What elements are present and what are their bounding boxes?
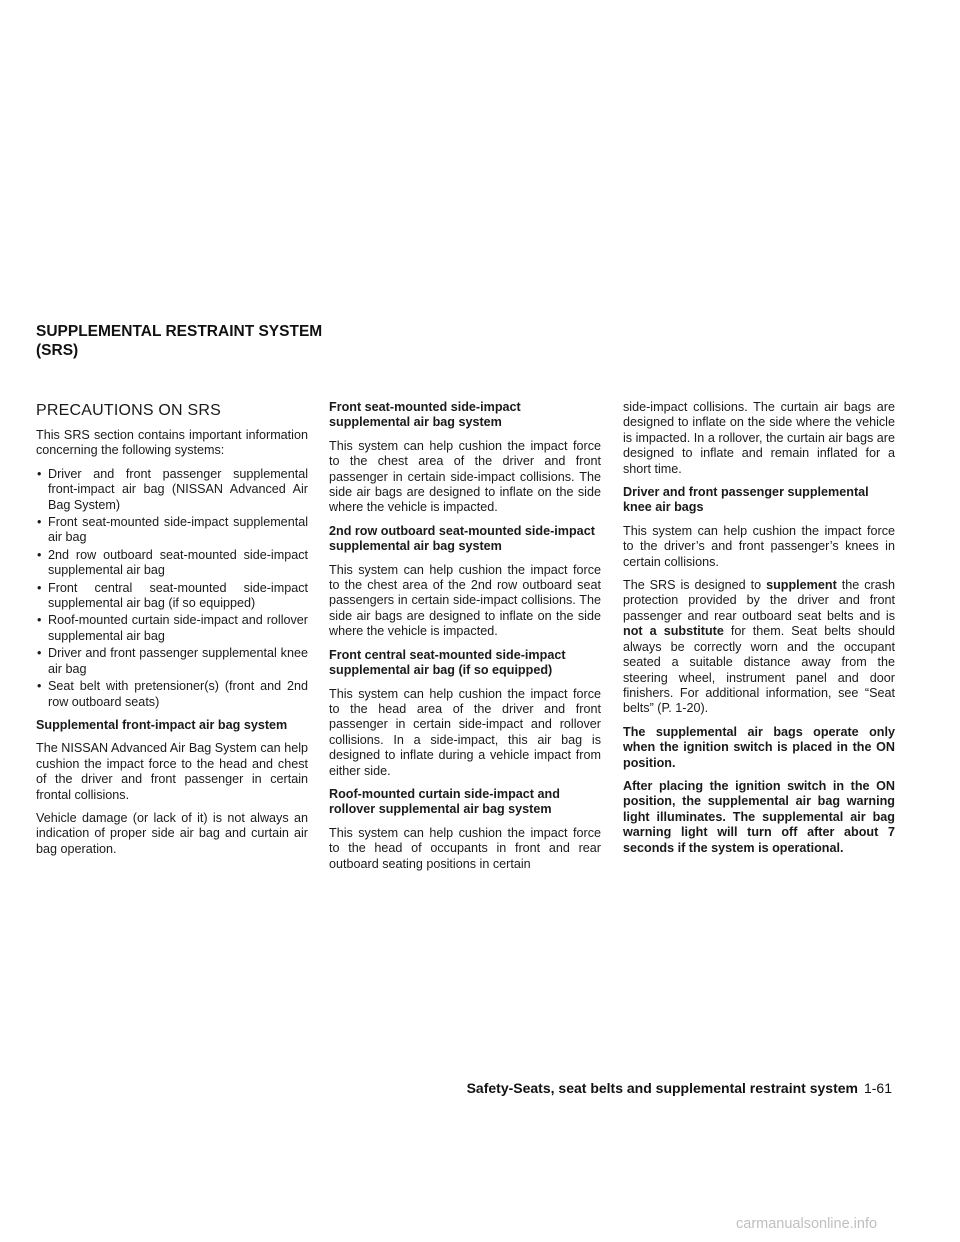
page-footer [467, 1080, 892, 1096]
paragraph: This system can help cushion the impact force to the driver’s and front passenger’s knees in certain collisions. [623, 523, 895, 569]
subheading-front-impact: Supplemental front-impact air bag system [36, 717, 288, 732]
srs-design-paragraph [623, 578, 895, 717]
list-item: • Roof-mounted curtain side-impact and rollover supplemental air bag [36, 613, 308, 644]
subheading-front-central: Front central seat-mounted side-impact supplemental air bag (if so equipped) [329, 647, 566, 678]
paragraph: Vehicle damage (or lack of it) is not always an indication of proper side air bag and curtain air bag operation. [36, 810, 308, 856]
intro-paragraph: This SRS section contains important information concerning the following systems: [36, 428, 308, 458]
paragraph: This system can help cushion the impact force to the head area of the driver and front passenger in certain side-impact and rollover collisions. In a side-impact, this air bag is designed to inflate during a vehicle impact from either side. [329, 686, 601, 778]
warning-ignition: The supplemental air bags operate only when the ignition switch is placed in the ON position. [623, 724, 895, 770]
list-item: • Front central seat-mounted side-impact supplemental air bag (if so equipped) [36, 581, 308, 612]
paragraph: This system can help cushion the impact force to the chest area of the driver and front passenger in certain side-impact collisions. The side air bags are designed to inflate on the side where the vehicle is impacted. [329, 438, 601, 515]
list-item: • 2nd row outboard seat-mounted side-impact supplemental air bag [36, 548, 308, 579]
warning-light: After placing the ignition switch in the ON position, the supplemental air bag warning light illuminates. The supplemental air bag warning light will turn off after about 7 seconds if the system is operational. [623, 778, 895, 855]
list-item: • Driver and front passenger supplemental knee air bag [36, 646, 308, 677]
systems-list [36, 467, 308, 710]
column-1 [36, 400, 308, 865]
list-item: • Front seat-mounted side-impact supplemental air bag [36, 515, 308, 546]
paragraph: This system can help cushion the impact force to the head of occupants in front and rear outboard seating positions in certain [329, 825, 601, 871]
list-item: • Driver and front passenger supplemental front-impact air bag (NISSAN Advanced Air Bag System) [36, 467, 308, 513]
section-title-line1: SUPPLEMENTAL RESTRAINT SYSTEM [36, 323, 323, 340]
section-title-line2: (SRS) [36, 342, 79, 359]
subheading-front-seat-side: Front seat-mounted side-impact supplemental air bag system [329, 400, 521, 430]
paragraph: The NISSAN Advanced Air Bag System can help cushion the impact force to the head and chest of the driver and front passenger in certain frontal collisions. [36, 741, 308, 802]
section-title [36, 322, 326, 360]
page-number: 1-61 [863, 1080, 892, 1096]
text-run: the crash protection provided by the driver and front passenger and rear outboard seat belts and is [623, 578, 895, 623]
emphasis-not-substitute: not a substitute [623, 624, 724, 639]
column-3 [623, 400, 895, 864]
text-run: The SRS is designed to [623, 578, 767, 593]
column-2 [329, 400, 601, 880]
watermark: carmanualsonline.info [736, 1216, 878, 1232]
paragraph: This system can help cushion the impact force to the chest area of the 2nd row outboard seat passengers in certain side-impact collisions. The side air bags are designed to inflate on the side where the vehicle is impacted. [329, 562, 601, 639]
subheading-roof-curtain: Roof-mounted curtain side-impact and rollover supplemental air bag system [329, 786, 560, 817]
subheading-2nd-row-side: 2nd row outboard seat-mounted side-impact supplemental air bag system [329, 523, 595, 554]
footer-title: Safety-Seats, seat belts and supplemental restraint system [466, 1080, 858, 1096]
text-run: for them. Seat belts should always be correctly worn and the occupant seated a suitable distance away from the steering wheel, instrument panel and door finishers. For additional information, see “Seat belts” (P. 1-20). [623, 624, 895, 716]
precautions-heading: PRECAUTIONS ON SRS [36, 402, 221, 419]
subheading-knee-air-bags: Driver and front passenger supplemental knee air bags [623, 485, 869, 515]
paragraph: side-impact collisions. The curtain air bags are designed to inflate on the side where the vehicle is impacted. In a rollover, the curtain air bags are designed to inflate and remain inflated for a short time. [623, 400, 895, 476]
emphasis-supplement: supplement [766, 578, 837, 593]
list-item: • Seat belt with pretensioner(s) (front and 2nd row outboard seats) [36, 679, 308, 710]
